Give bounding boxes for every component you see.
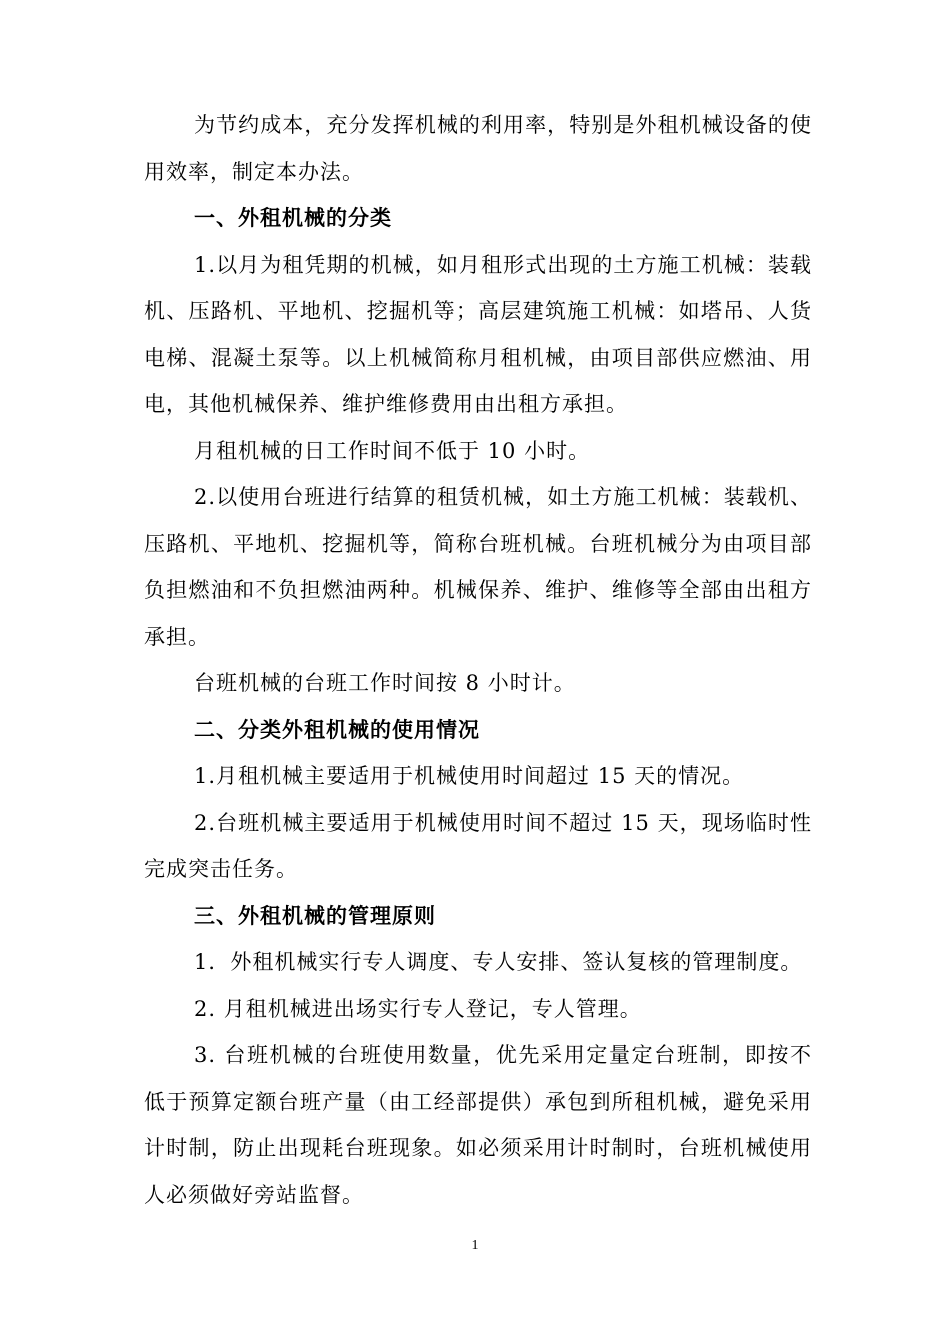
paragraph-principle-2: 2. 月租机械进出场实行专人登记，专人管理。: [194, 996, 642, 1021]
paragraph-principle-3: 3. 台班机械的台班使用数量，优先采用定量定台班制，即按不低于预算定额台班产量（由工经部提供）承包到所租机械，避免采用计时制，防止出现耗台班现象。如必须采用计时制时，台班机械使用人必须做好旁站监督。: [144, 1043, 812, 1207]
paragraph-usage-shift: 2.台班机械主要适用于机械使用时间不超过 15 天，现场临时性完成突击任务。: [144, 810, 812, 881]
paragraph-shift-rental: 2.以使用台班进行结算的租赁机械，如土方施工机械：装载机、压路机、平地机、挖掘机等，简称台班机械。台班机械分为由项目部负担燃油和不负担燃油两种。机械保养、维护、维修等全部由出租方承担。: [144, 485, 812, 649]
section-heading-3: 三、外租机械的管理原则: [194, 903, 436, 928]
paragraph-principle-1: 1．外租机械实行专人调度、专人安排、签认复核的管理制度。: [194, 950, 803, 974]
section-heading-2: 二、分类外租机械的使用情况: [194, 717, 480, 742]
paragraph-monthly-rental: 1.以月为租凭期的机械，如月租形式出现的土方施工机械：装载机、压路机、平地机、挖掘机等；高层建筑施工机械：如塔吊、人货电梯、混凝土泵等。以上机械简称月租机械，由项目部供应燃油、用电，其他机械保养、维护维修费用由出租方承担。: [144, 252, 812, 416]
paragraph-intro: 为节约成本，充分发挥机械的利用率，特别是外租机械设备的使用效率，制定本办法。: [144, 113, 812, 184]
paragraph-usage-monthly: 1.月租机械主要适用于机械使用时间超过 15 天的情况。: [194, 764, 745, 788]
page-number: 1: [471, 1238, 479, 1253]
document-body: [144, 102, 812, 1218]
section-heading-1: 一、外租机械的分类: [194, 206, 392, 230]
paragraph-monthly-hours: 月租机械的日工作时间不低于 10 小时。: [194, 438, 591, 463]
paragraph-shift-hours: 台班机械的台班工作时间按 8 小时计。: [194, 671, 576, 695]
